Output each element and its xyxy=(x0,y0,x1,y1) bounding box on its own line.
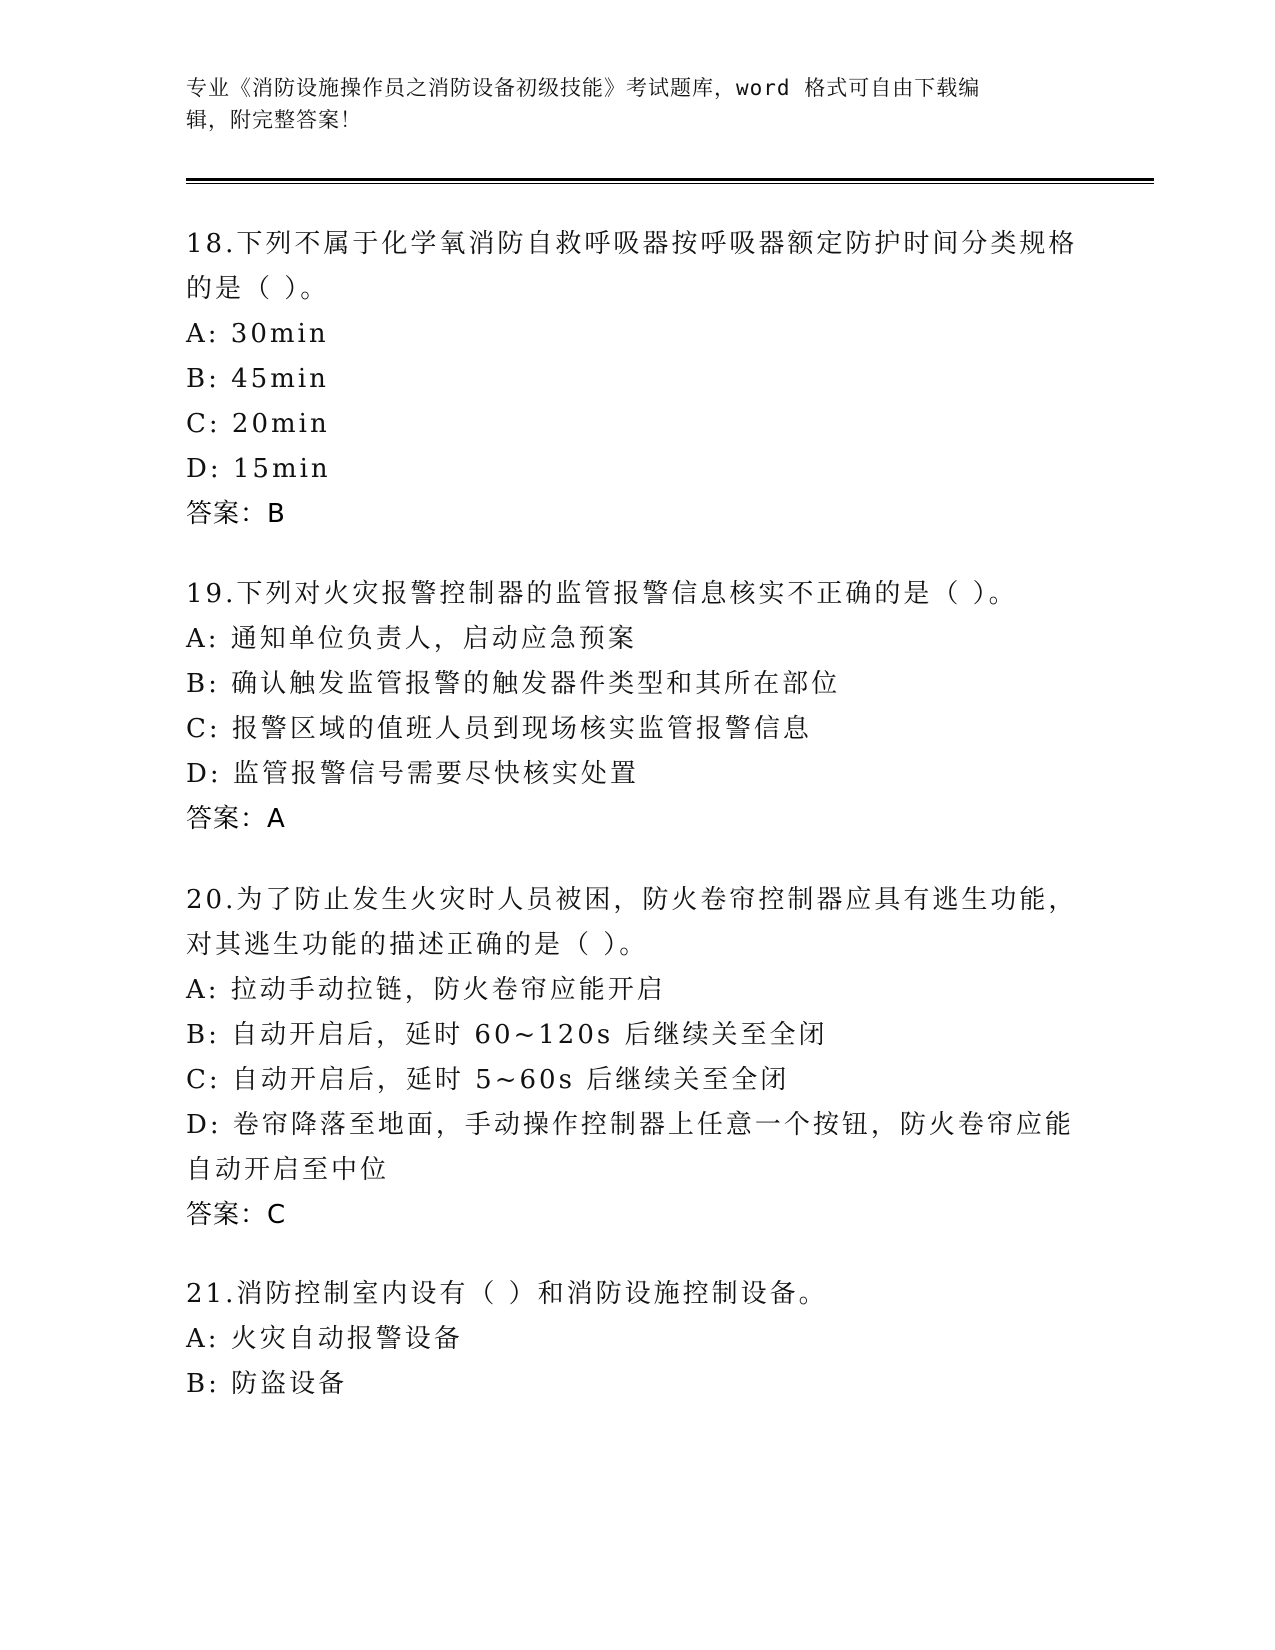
option-b: B: 确认触发监管报警的触发器件类型和其所在部位 xyxy=(186,669,841,699)
question-stem xyxy=(186,572,1086,617)
header-line-1: 专业《消防设施操作员之消防设备初级技能》考试题库，word 格式可自由下载编 xyxy=(186,76,981,100)
question-text: 为了防止发生火灾时人员被困，防火卷帘控制器应具有逃生功能， xyxy=(236,885,1078,915)
option-d-continued: 自动开启至中位 xyxy=(186,1155,390,1185)
answer-label: 答案： xyxy=(186,499,268,529)
question-stem xyxy=(186,1272,1086,1317)
answer-line xyxy=(186,492,1086,537)
question-text: 下列对火灾报警控制器的监管报警信息核实不正确的是（ ）。 xyxy=(236,579,1018,609)
document-header-note xyxy=(186,72,1066,136)
answer-line xyxy=(186,1193,1086,1238)
option-d: D: 15min xyxy=(186,454,331,484)
option-c: C: 20min xyxy=(186,409,330,439)
answer-label: 答案： xyxy=(186,804,268,834)
question-number: 20. xyxy=(186,885,237,915)
question-stem xyxy=(186,878,1086,923)
question-19 xyxy=(186,572,1086,842)
answer-value: C xyxy=(267,1200,287,1230)
answer-value: B xyxy=(267,499,286,529)
header-line-2: 辑，附完整答案！ xyxy=(186,108,362,132)
option-a: A: 通知单位负责人，启动应急预案 xyxy=(186,624,637,654)
answer-line xyxy=(186,797,1086,842)
answer-value: A xyxy=(267,804,286,834)
question-number: 18. xyxy=(186,229,237,259)
question-text-cont: 的是（ ）。 xyxy=(186,274,330,304)
question-18 xyxy=(186,222,1086,537)
option-b: B: 45min xyxy=(186,364,329,394)
option-c: C: 报警区域的值班人员到现场核实监管报警信息 xyxy=(186,714,812,744)
question-stem xyxy=(186,222,1086,267)
option-a: A: 拉动手动拉链，防火卷帘应能开启 xyxy=(186,975,666,1005)
question-21 xyxy=(186,1272,1086,1407)
question-number: 19. xyxy=(186,579,237,609)
option-d: D: 监管报警信号需要尽快核实处置 xyxy=(186,759,639,789)
question-text: 下列不属于化学氧消防自救呼吸器按呼吸器额定防护时间分类规格 xyxy=(236,229,1078,259)
question-number: 21. xyxy=(186,1279,237,1309)
header-divider-thick xyxy=(186,178,1154,181)
question-text: 消防控制室内设有（ ）和消防设施控制设备。 xyxy=(236,1279,828,1309)
option-b: B: 自动开启后，延时 60~120s 后继续关至全闭 xyxy=(186,1020,828,1050)
option-a: A: 30min xyxy=(186,319,329,349)
option-a: A: 火灾自动报警设备 xyxy=(186,1324,463,1354)
option-c: C: 自动开启后，延时 5~60s 后继续关至全闭 xyxy=(186,1065,790,1095)
question-text-cont: 对其逃生功能的描述正确的是（ ）。 xyxy=(186,930,649,960)
header-divider-thin xyxy=(186,183,1154,184)
option-d: D: 卷帘降落至地面，手动操作控制器上任意一个按钮，防火卷帘应能 xyxy=(186,1110,1074,1140)
option-b: B: 防盗设备 xyxy=(186,1369,348,1399)
question-20 xyxy=(186,878,1086,1238)
answer-label: 答案： xyxy=(186,1200,268,1230)
